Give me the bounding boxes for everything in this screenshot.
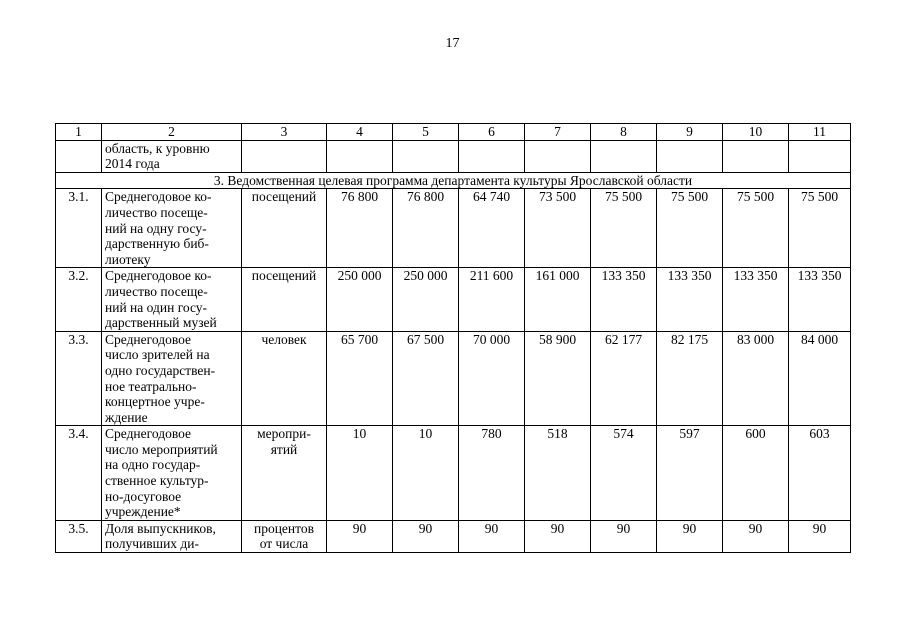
value-cell: 90 — [525, 520, 591, 552]
value-cell: 70 000 — [459, 331, 525, 426]
value-cell: 250 000 — [327, 268, 393, 331]
table-row — [56, 426, 851, 521]
value-cell: 76 800 — [327, 189, 393, 268]
table-row — [56, 520, 851, 552]
indicator-name-cell: Среднегодовое число зрителей на одно государствен- ное театрально- концертное учре- ждение — [102, 331, 242, 426]
indicator-name-cell: область, к уровню 2014 года — [102, 140, 242, 172]
value-cell: 67 500 — [393, 331, 459, 426]
row-number-cell: 3.3. — [56, 331, 102, 426]
indicator-name-cell: Доля выпускников, получивших ди- — [102, 520, 242, 552]
value-cell: 161 000 — [525, 268, 591, 331]
value-cell: 10 — [393, 426, 459, 521]
column-number: 11 — [789, 124, 851, 141]
column-number: 6 — [459, 124, 525, 141]
value-cell: 75 500 — [789, 189, 851, 268]
value-cell: 250 000 — [393, 268, 459, 331]
table-row — [56, 189, 851, 268]
unit-cell: посещений — [242, 268, 327, 331]
value-cell: 75 500 — [723, 189, 789, 268]
row-number-cell: 3.4. — [56, 426, 102, 521]
row-number-cell: 3.1. — [56, 189, 102, 268]
row-number-cell: 3.5. — [56, 520, 102, 552]
value-cell — [459, 140, 525, 172]
value-cell: 65 700 — [327, 331, 393, 426]
column-number: 9 — [657, 124, 723, 141]
value-cell: 518 — [525, 426, 591, 521]
value-cell: 90 — [591, 520, 657, 552]
value-cell: 58 900 — [525, 331, 591, 426]
indicator-name-cell: Среднегодовое число мероприятий на одно государ- ственное культур- но-досуговое учреждение* — [102, 426, 242, 521]
value-cell: 90 — [327, 520, 393, 552]
value-cell: 133 350 — [657, 268, 723, 331]
value-cell: 574 — [591, 426, 657, 521]
value-cell: 133 350 — [723, 268, 789, 331]
value-cell: 73 500 — [525, 189, 591, 268]
table-row — [56, 331, 851, 426]
table-row — [56, 268, 851, 331]
table-cell — [242, 140, 327, 172]
section-title: 3. Ведомственная целевая программа департамента культуры Ярославской области — [56, 172, 851, 189]
value-cell — [393, 140, 459, 172]
column-number-row — [56, 124, 851, 141]
unit-cell: процентов от числа — [242, 520, 327, 552]
indicator-name-cell: Среднегодовое ко- личество посеще- ний на одну госу- дарственную биб- лиотеку — [102, 189, 242, 268]
value-cell: 76 800 — [393, 189, 459, 268]
value-cell: 780 — [459, 426, 525, 521]
value-cell: 90 — [723, 520, 789, 552]
row-number-cell: 3.2. — [56, 268, 102, 331]
unit-cell: человек — [242, 331, 327, 426]
column-number: 1 — [56, 124, 102, 141]
column-number: 5 — [393, 124, 459, 141]
value-cell: 597 — [657, 426, 723, 521]
continuation-row — [56, 140, 851, 172]
value-cell — [591, 140, 657, 172]
value-cell: 75 500 — [657, 189, 723, 268]
column-number: 8 — [591, 124, 657, 141]
value-cell — [657, 140, 723, 172]
value-cell — [327, 140, 393, 172]
value-cell — [789, 140, 851, 172]
column-number: 7 — [525, 124, 591, 141]
value-cell: 133 350 — [789, 268, 851, 331]
unit-cell: посещений — [242, 189, 327, 268]
table-cell — [56, 140, 102, 172]
value-cell: 90 — [459, 520, 525, 552]
value-cell — [525, 140, 591, 172]
value-cell: 10 — [327, 426, 393, 521]
value-cell: 75 500 — [591, 189, 657, 268]
section-row — [56, 172, 851, 189]
value-cell: 211 600 — [459, 268, 525, 331]
value-cell: 84 000 — [789, 331, 851, 426]
indicator-name-cell: Среднегодовое ко- личество посеще- ний на один госу- дарственный музей — [102, 268, 242, 331]
value-cell: 64 740 — [459, 189, 525, 268]
column-number: 3 — [242, 124, 327, 141]
value-cell: 83 000 — [723, 331, 789, 426]
column-number: 4 — [327, 124, 393, 141]
value-cell: 600 — [723, 426, 789, 521]
column-number: 2 — [102, 124, 242, 141]
column-number: 10 — [723, 124, 789, 141]
page-number: 17 — [445, 36, 460, 51]
value-cell: 603 — [789, 426, 851, 521]
value-cell: 82 175 — [657, 331, 723, 426]
unit-cell: меропри- ятий — [242, 426, 327, 521]
value-cell: 90 — [789, 520, 851, 552]
value-cell — [723, 140, 789, 172]
value-cell: 90 — [393, 520, 459, 552]
indicators-table — [55, 123, 851, 553]
value-cell: 90 — [657, 520, 723, 552]
value-cell: 133 350 — [591, 268, 657, 331]
value-cell: 62 177 — [591, 331, 657, 426]
